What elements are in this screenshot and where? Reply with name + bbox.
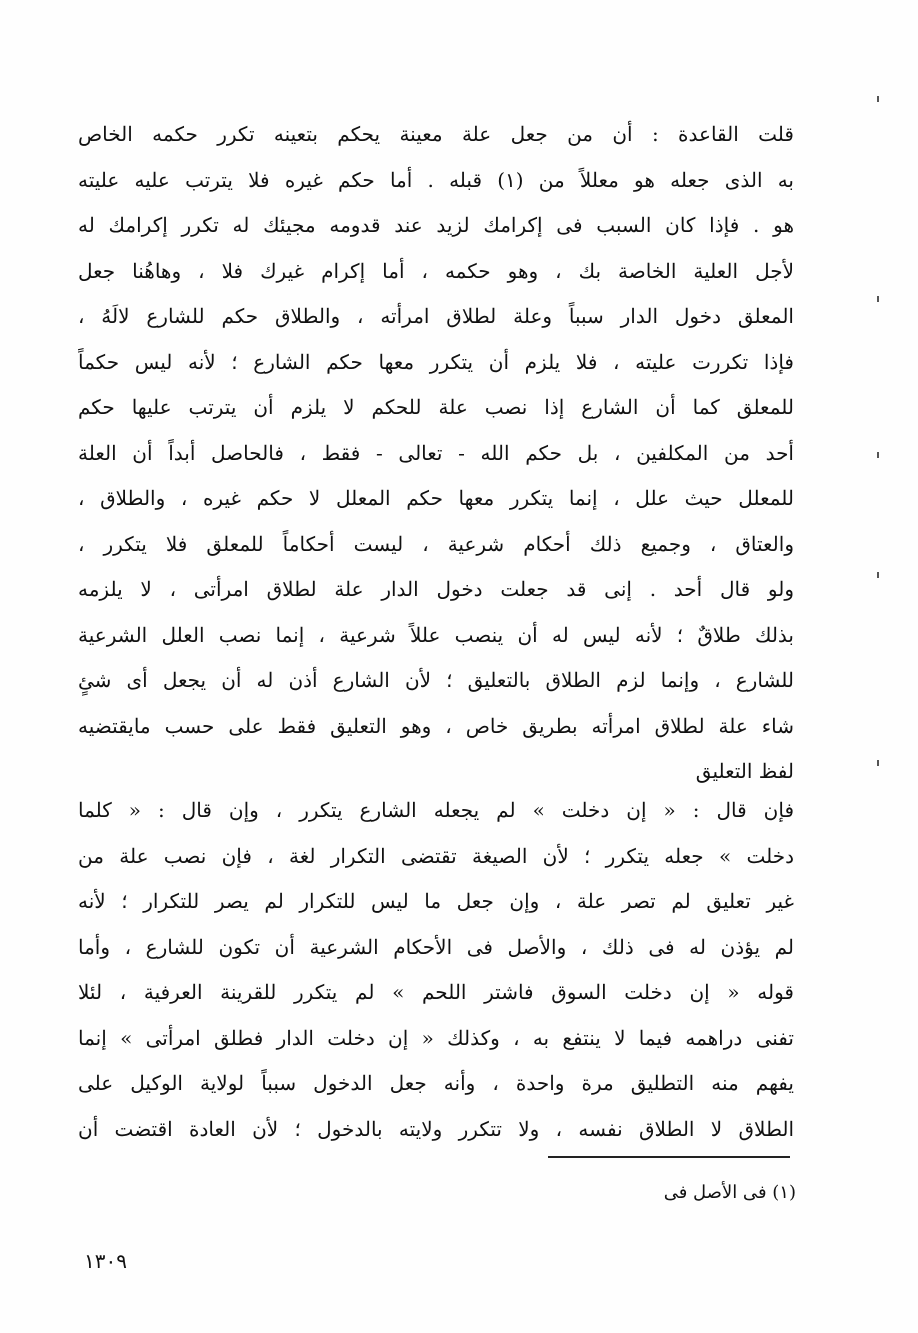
text-line: قوله « إن دخلت السوق فاشتر اللحم » لم يتكرر للقرينة العرفية ، لئلا xyxy=(78,980,794,1004)
text-line: يفهم منه التطليق مرة واحدة ، وأنه جعل الدخول سبباً لولاية الوكيل على xyxy=(78,1071,794,1095)
text-line: غير تعليق لم تصر علة ، وإن جعل ما ليس للتكرار لم يصر للتكرار ؛ لأنه xyxy=(78,889,794,913)
body-paragraph-1 xyxy=(78,112,794,795)
footnote-divider xyxy=(548,1156,790,1158)
text-line: بذلك طلاقٌ ؛ لأنه ليس له أن ينصب عللاً شرعية ، إنما نصب العلل الشرعية xyxy=(78,622,794,647)
scan-mark xyxy=(877,296,879,302)
text-line: المعلق دخول الدار سبباً وعلة لطلاق امرأته ، والطلاق حكم للشارع لالَهُ ، xyxy=(78,304,794,328)
text-line: فإذا تكررت عليته ، فلا يلزم أن يتكرر معها حكم الشارع ؛ لأنه ليس حكماً xyxy=(78,349,794,374)
text-line: دخلت » جعله يتكرر ؛ لأن الصيغة تقتضى التكرار لغة ، فإن نصب علة من xyxy=(78,843,794,868)
text-line: فإن قال : « إن دخلت » لم يجعله الشارع يتكرر ، وإن قال : « كلما xyxy=(78,798,794,822)
footnote: (١) فى الأصل فى xyxy=(663,1182,796,1203)
text-line: تفنى دراهمه فيما لا ينتفع به ، وكذلك « إن دخلت الدار فطلق امرأتى » إنما xyxy=(78,1025,794,1050)
scan-mark xyxy=(877,452,879,458)
text-line: لفظ التعليق xyxy=(695,759,794,783)
text-line: لم يؤذن له فى ذلك ، والأصل فى الأحكام الشرعية أن تكون للشارع ، وأما xyxy=(78,934,794,959)
text-line: لأجل العلية الخاصة بك ، وهو حكمه ، أما إكرام غيرك فلا ، وهاهُنا جعل xyxy=(78,258,794,283)
scan-mark xyxy=(877,760,879,766)
body-paragraph-2 xyxy=(78,788,794,1152)
text-line: أحد من المكلفين ، بل حكم الله - تعالى - فقط ، فالحاصل أبداً أن العلة xyxy=(78,440,794,465)
text-line: للشارع ، وإنما لزم الطلاق بالتعليق ؛ لأن الشارع أذن له أن يجعل أى شئٍ xyxy=(78,668,794,692)
text-line: هو . فإذا كان السبب فى إكرامك لزيد عند قدومه مجيئك له تكرر إكرامك له xyxy=(78,213,794,237)
scan-mark xyxy=(877,96,879,102)
text-line: الطلاق لا الطلاق نفسه ، ولا تتكرر ولايته بالدخول ؛ لأن العادة اقتضت أن xyxy=(78,1116,794,1141)
text-line: للمعلل حيث علل ، إنما يتكرر معها حكم المعلل لا حكم غيره ، والطلاق ، xyxy=(78,486,794,510)
text-line: ولو قال أحد . إنى قد جعلت دخول الدار علة لطلاق امرأتى ، لا يلزمه xyxy=(78,577,794,601)
text-line: به الذى جعله هو معللاً من (١) قبله . أما حكم غيره فلا يترتب عليه عليته xyxy=(78,167,794,192)
text-line: والعتاق ، وجميع ذلك أحكام شرعية ، ليست أحكاماً للمعلق فلا يتكرر ، xyxy=(78,531,794,556)
page-number: ١٣٠٩ xyxy=(84,1249,127,1273)
text-line: للمعلق كما أن الشارع إذا نصب علة للحكم لا يلزم أن يترتب عليها حكم xyxy=(78,395,794,419)
text-line: شاء علة لطلاق امرأته بطريق خاص ، وهو التعليق فقط على حسب مايقتضيه xyxy=(78,713,794,738)
scan-mark xyxy=(877,572,879,578)
text-line: قلت القاعدة : أن من جعل علة معينة يحكم بتعينه تكرر حكمه الخاص xyxy=(78,122,794,146)
